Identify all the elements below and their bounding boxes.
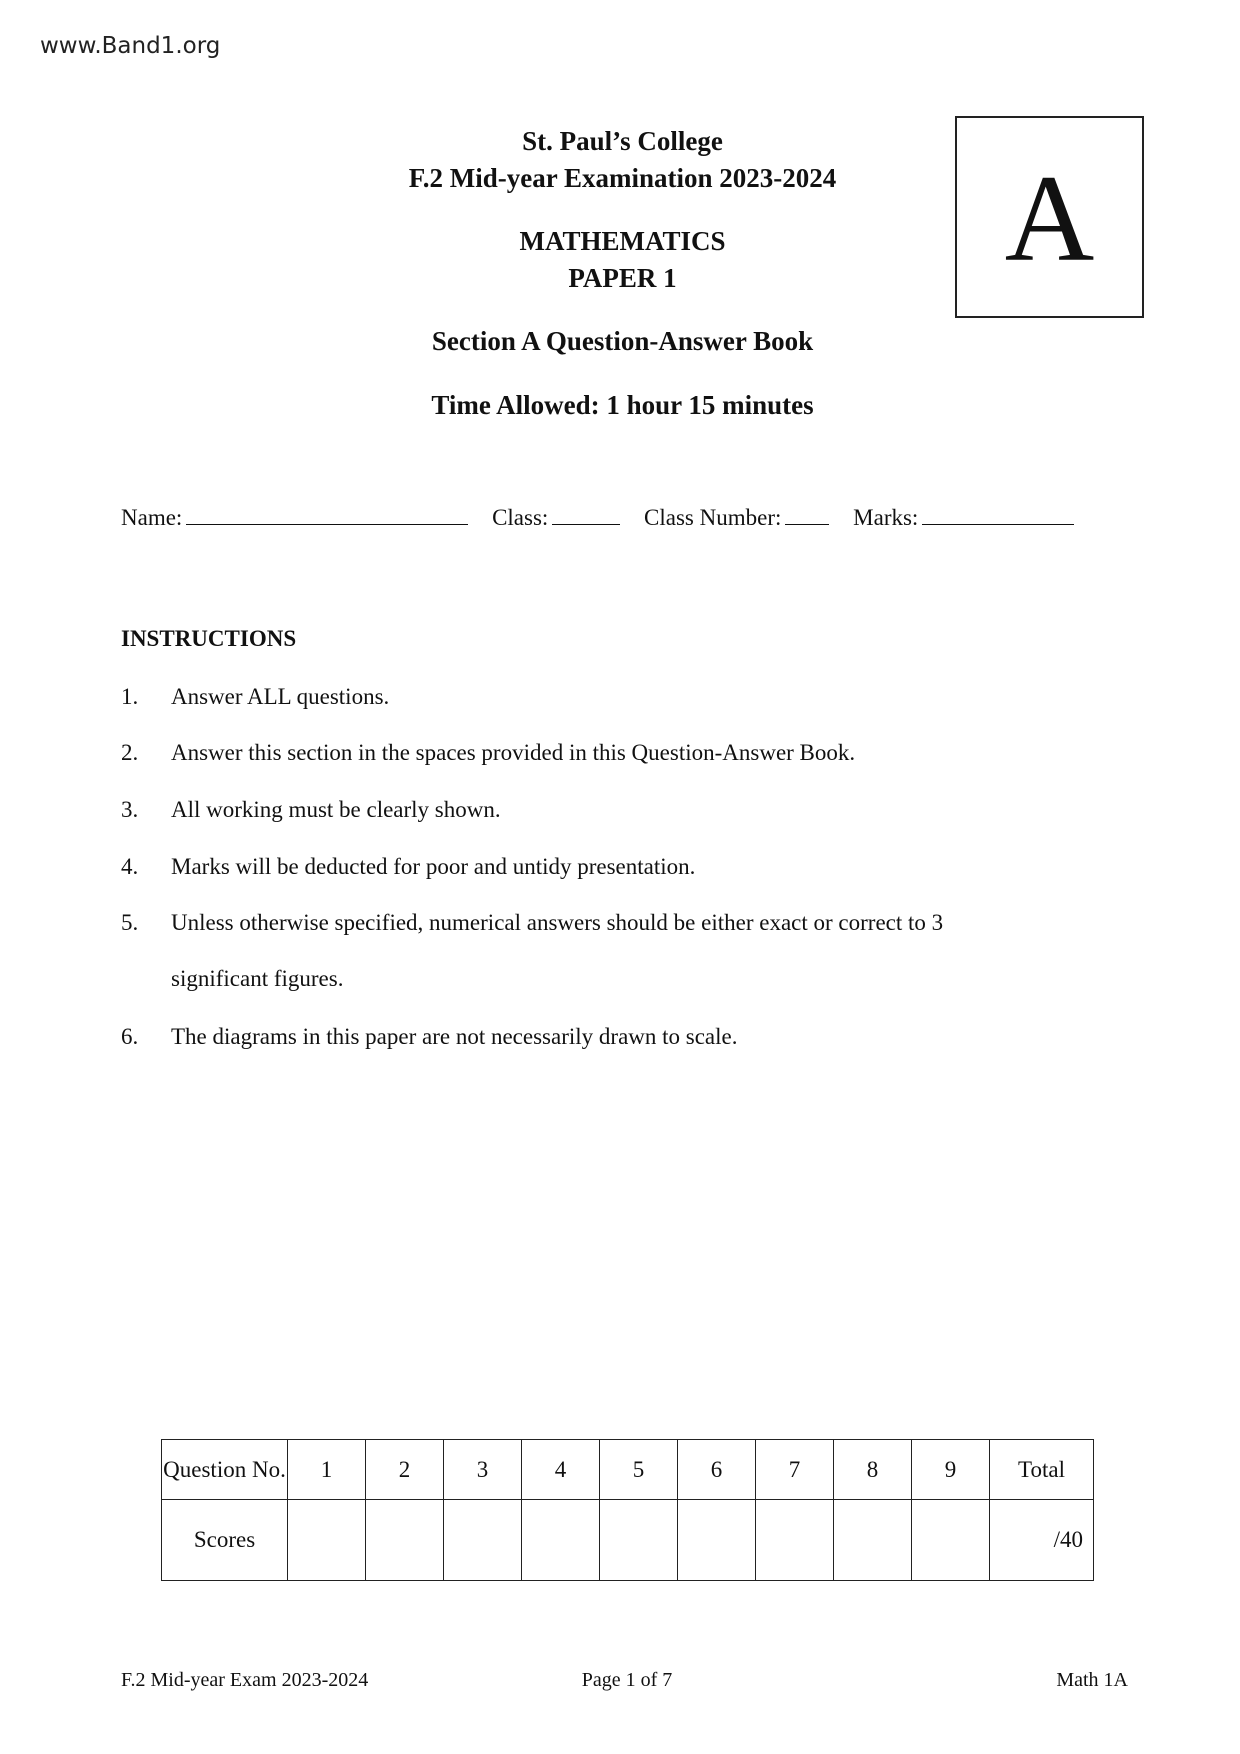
watermark: www.Band1.org [40,33,221,59]
item-text: Unless otherwise specified, numerical answers should be either exact or correct to 3 [171,910,944,935]
exam-title: F.2 Mid-year Examination 2023-2024 [408,163,837,193]
scores-row [162,1500,1094,1581]
question-number: 9 [912,1440,990,1500]
class-number-label: Class Number: [644,505,782,530]
name-label: Name: [121,505,183,530]
instruction-item [121,854,695,880]
total-label: Total [990,1440,1094,1500]
item-number: 1. [121,684,139,709]
marks-label: Marks: [853,505,919,530]
score-cell[interactable] [444,1500,522,1581]
score-table [161,1439,1094,1581]
question-number: 5 [600,1440,678,1500]
instruction-item [121,966,343,992]
instruction-item [121,797,501,823]
total-score-cell[interactable]: /40 [990,1500,1094,1581]
question-number: 8 [834,1440,912,1500]
instruction-item [121,910,943,936]
score-cell[interactable] [834,1500,912,1581]
item-text: The diagrams in this paper are not necessarily drawn to scale. [171,1024,738,1049]
question-number: 6 [678,1440,756,1500]
item-text: Answer ALL questions. [171,684,390,709]
marks-field[interactable] [922,502,1074,525]
scores-label: Scores [162,1500,288,1581]
section-letter-box: A [955,116,1144,318]
class-field[interactable] [552,502,620,525]
name-field[interactable] [186,502,468,525]
subject: MATHEMATICS [519,226,726,256]
item-number: 4. [121,854,139,879]
score-cell[interactable] [522,1500,600,1581]
score-cell[interactable] [912,1500,990,1581]
section-title: Section A Question-Answer Book [431,326,814,356]
paper: PAPER 1 [568,263,677,293]
student-fields [121,502,1080,531]
item-number: 2. [121,740,139,765]
question-number: 2 [366,1440,444,1500]
score-cell[interactable] [600,1500,678,1581]
question-number: 1 [288,1440,366,1500]
item-number: 5. [121,910,139,935]
score-cell[interactable] [756,1500,834,1581]
item-text: significant figures. [171,966,344,991]
time-allowed: Time Allowed: 1 hour 15 minutes [431,390,814,420]
score-cell[interactable] [366,1500,444,1581]
item-text: All working must be clearly shown. [171,797,501,822]
page-number: Page 1 of 7 [581,1669,673,1691]
item-number: 3. [121,797,139,822]
instructions-heading: INSTRUCTIONS [121,626,297,651]
item-text: Answer this section in the spaces provided in this Question-Answer Book. [171,740,856,765]
score-cell[interactable] [678,1500,756,1581]
question-no-label: Question No. [162,1440,288,1500]
footer-right: Math 1A [1056,1669,1128,1691]
question-number: 7 [756,1440,834,1500]
instruction-item [121,740,855,766]
school-name: St. Paul’s College [522,126,723,156]
class-label: Class: [492,505,549,530]
score-cell[interactable] [288,1500,366,1581]
question-number: 3 [444,1440,522,1500]
question-number: 4 [522,1440,600,1500]
footer-left: F.2 Mid-year Exam 2023-2024 [121,1669,369,1691]
question-row [162,1440,1094,1500]
class-number-field[interactable] [785,502,829,525]
item-text: Marks will be deducted for poor and untidy presentation. [171,854,696,879]
item-number: 6. [121,1024,139,1049]
instruction-item [121,684,389,710]
instruction-item [121,1024,738,1050]
